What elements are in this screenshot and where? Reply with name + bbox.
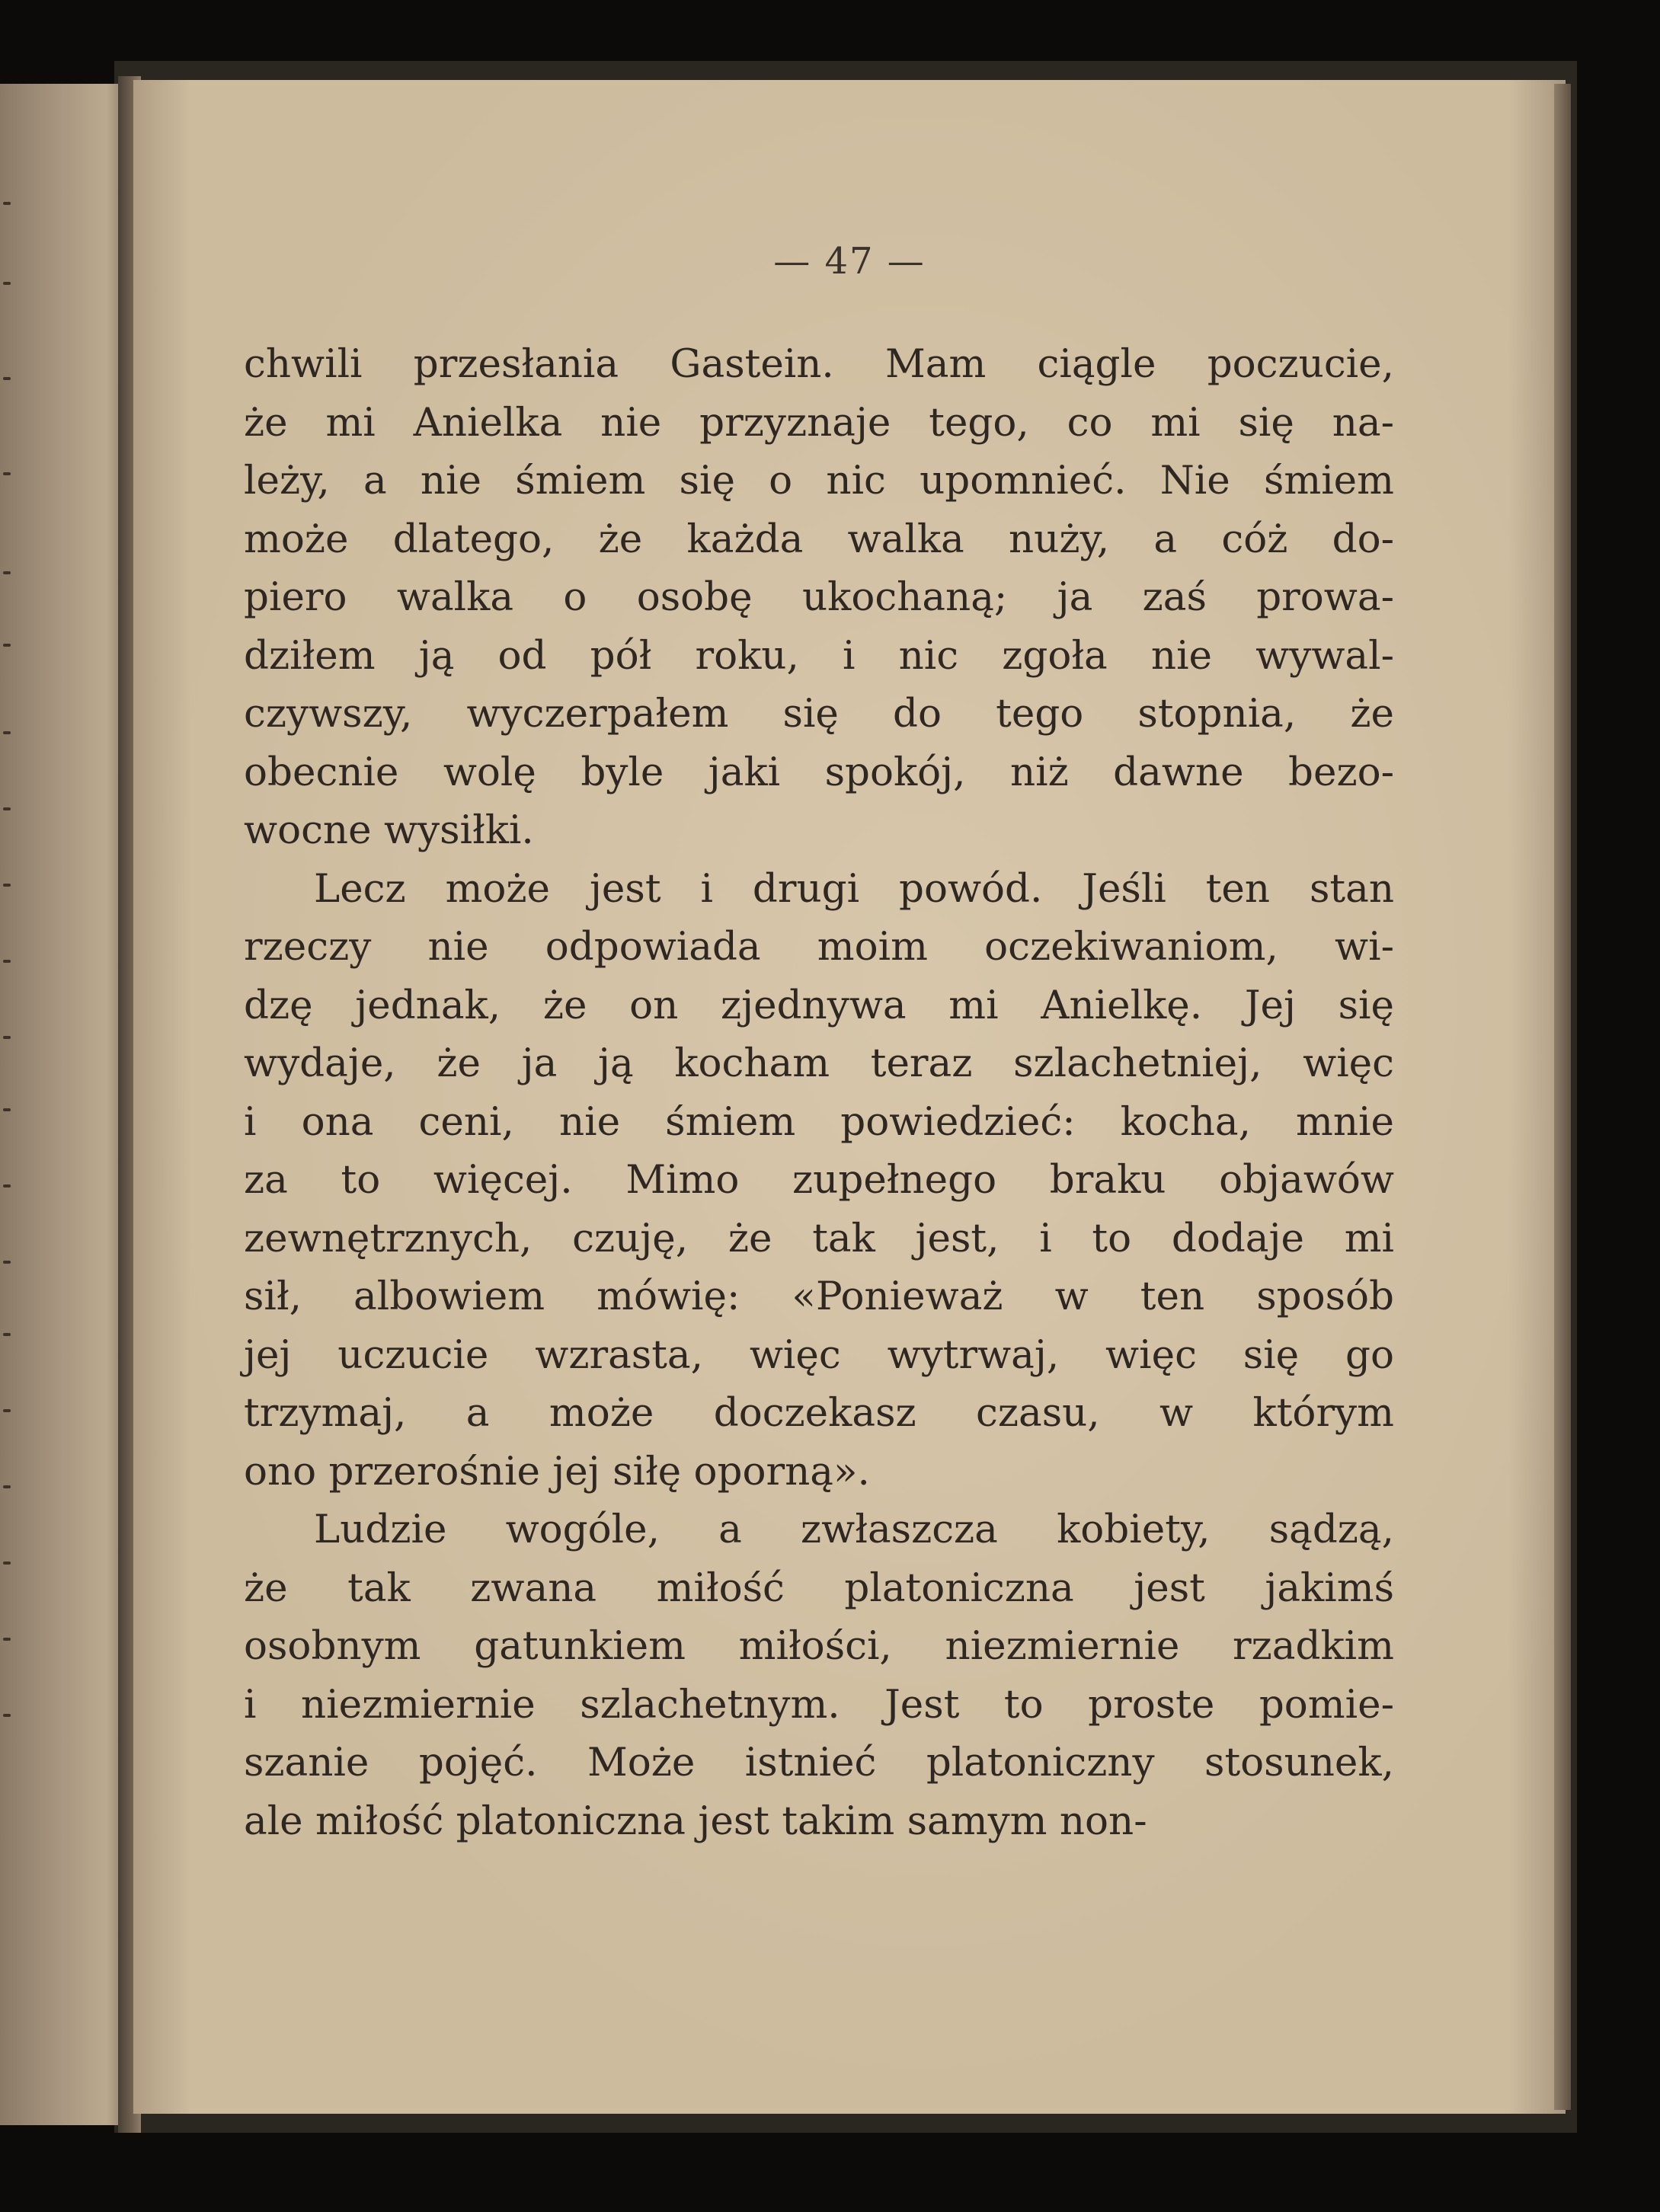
text-line: czywszy, wyczerpałem się do tego stopnia, że <box>244 691 1394 737</box>
facing-page-glyph-fragment <box>3 644 11 647</box>
text-line: ale miłość platoniczna jest takim samym non- <box>244 1798 1147 1844</box>
text-line: ono przerośnie jej siłę oporną». <box>244 1448 870 1494</box>
text-line: dzę jednak, że on zjednywa mi Anielkę. Jej się <box>244 982 1394 1028</box>
facing-page-glyph-fragment <box>3 1485 11 1488</box>
text-line: jej uczucie wzrasta, więc wytrwaj, więc się go <box>244 1331 1394 1378</box>
text-line: leży, a nie śmiem się o nic upomnieć. Nie śmiem <box>244 458 1394 503</box>
facing-page-glyph-fragment <box>3 1333 11 1336</box>
text-line: osobnym gatunkiem miłości, niezmiernie rzadkim <box>244 1623 1394 1669</box>
facing-page-glyph-fragment <box>3 1714 11 1717</box>
facing-page-glyph-fragment <box>3 571 11 574</box>
text-line: i niezmiernie szlachetnym. Jest to proste pomie- <box>244 1681 1394 1728</box>
facing-page-glyph-fragment <box>3 807 11 810</box>
paragraph <box>244 860 1394 1501</box>
text-line: że tak zwana miłość platoniczna jest jakimś <box>244 1565 1394 1611</box>
text-line: i ona ceni, nie śmiem powiedzieć: kocha, mnie <box>244 1098 1394 1145</box>
facing-page-glyph-fragment <box>3 960 11 963</box>
page-number: — 47 — <box>773 240 926 283</box>
text-line: wocne wysiłki. <box>244 807 534 853</box>
facing-page-glyph-fragment <box>3 1036 11 1039</box>
book-page <box>133 80 1566 2114</box>
paragraph <box>244 1501 1394 1850</box>
text-line: sił, albowiem mówię: «Ponieważ w ten sposób <box>244 1274 1394 1319</box>
text-line: może dlatego, że każda walka nuży, a cóż do- <box>244 516 1394 562</box>
text-line: Lecz może jest i drugi powód. Jeśli ten stan <box>314 865 1394 912</box>
facing-page-glyph-fragment <box>3 1638 11 1641</box>
text-line: szanie pojęć. Może istnieć platoniczny stosunek, <box>244 1740 1394 1785</box>
text-line: dziłem ją od pół roku, i nic zgoła nie wywal- <box>244 632 1394 679</box>
paragraph <box>244 335 1394 860</box>
facing-page-glyph-fragment <box>3 1562 11 1565</box>
facing-page-glyph-fragment <box>3 377 11 380</box>
facing-page-glyph-fragment <box>3 1409 11 1412</box>
facing-page-glyph-fragment <box>3 282 11 285</box>
body-text <box>244 335 1394 1850</box>
text-line: piero walka o osobę ukochaną; ja zaś prowa- <box>244 574 1394 620</box>
text-line: chwili przesłania Gastein. Mam ciągle poczucie, <box>244 341 1394 387</box>
text-line: zewnętrznych, czuję, że tak jest, i to dodaje mi <box>244 1215 1394 1261</box>
facing-page-glyph-fragment <box>3 731 11 734</box>
text-line: trzymaj, a może doczekasz czasu, w którym <box>244 1390 1394 1436</box>
text-line: obecnie wolę byle jaki spokój, niż dawne bezo- <box>244 749 1394 795</box>
text-line: Ludzie wogóle, a zwłaszcza kobiety, sądzą, <box>314 1507 1394 1552</box>
facing-page-glyph-fragment <box>3 884 11 887</box>
facing-page-text-edges <box>0 84 46 2125</box>
page-right-edge <box>1554 84 1571 2110</box>
facing-page-glyph-fragment <box>3 202 11 205</box>
facing-page-glyph-fragment <box>3 1184 11 1188</box>
text-line: rzeczy nie odpowiada moim oczekiwaniom, wi- <box>244 924 1394 970</box>
text-line: za to więcej. Mimo zupełnego braku objawów <box>244 1157 1394 1203</box>
facing-page-glyph-fragment <box>3 1108 11 1111</box>
facing-page-glyph-fragment <box>3 1261 11 1264</box>
facing-page-glyph-fragment <box>3 472 11 475</box>
text-line: że mi Anielka nie przyznaje tego, co mi się na- <box>244 399 1394 446</box>
text-line: wydaje, że ja ją kocham teraz szlachetniej, więc <box>244 1040 1394 1086</box>
